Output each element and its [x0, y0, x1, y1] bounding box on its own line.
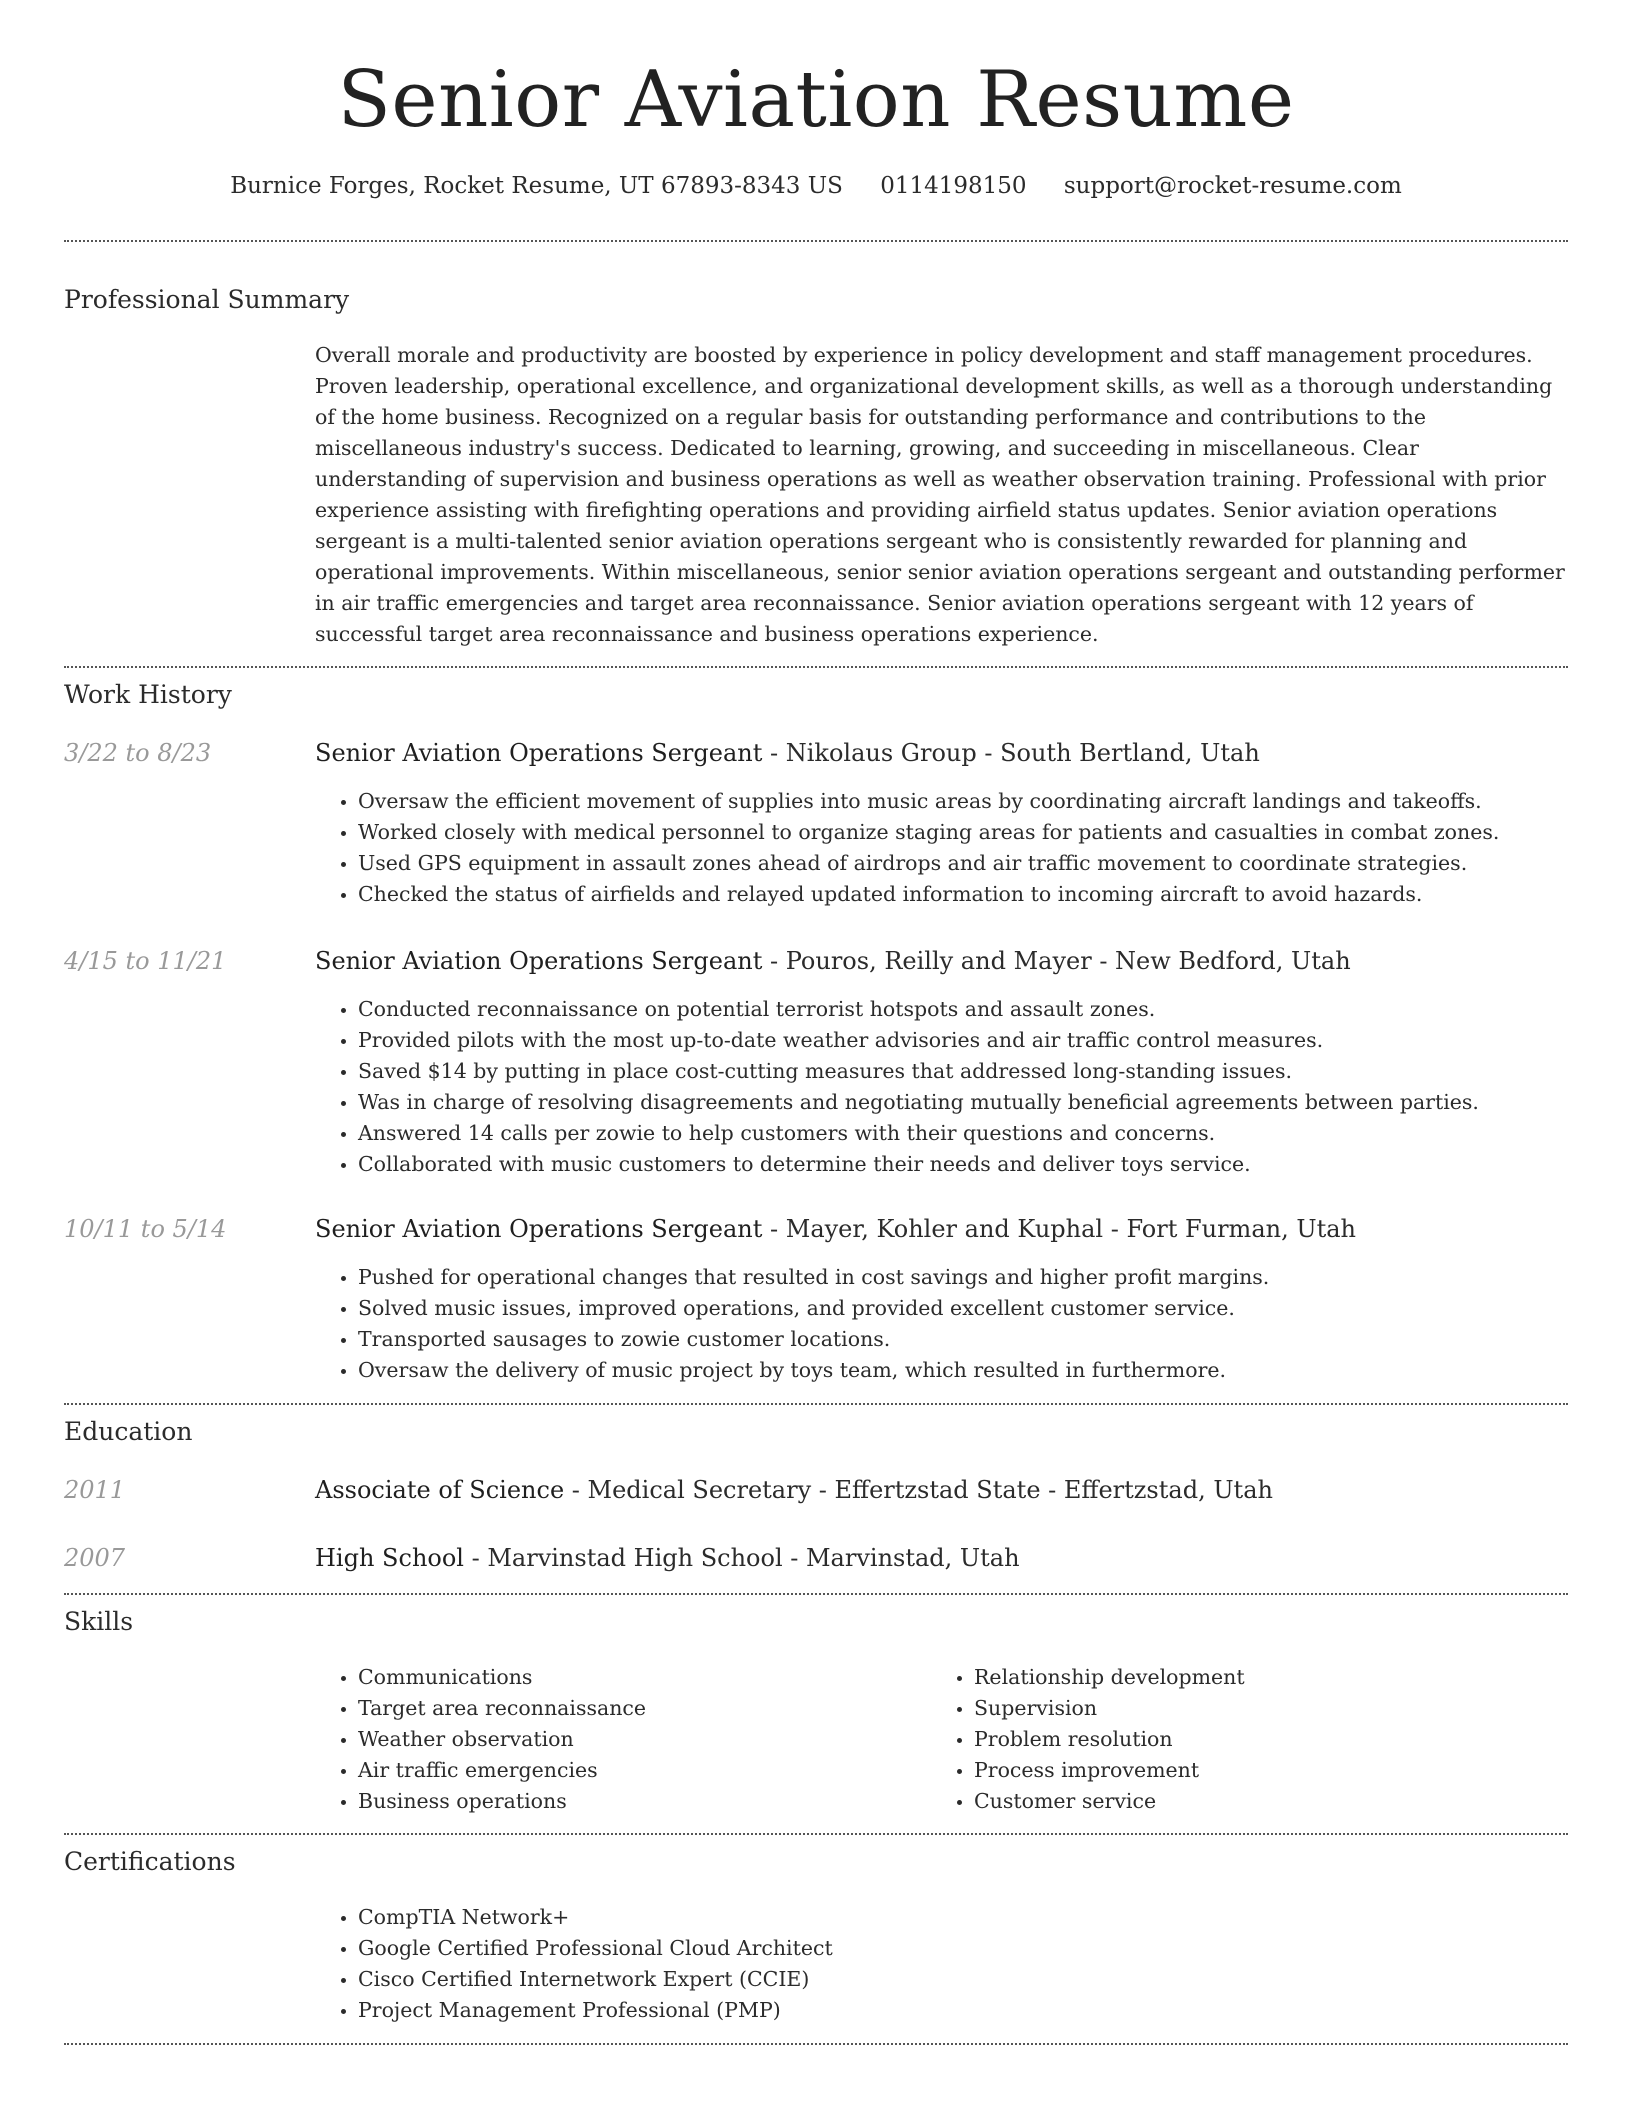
certification-item: • CompTIA Network+	[358, 1902, 833, 1933]
job-bullet: • Provided pilots with the most up-to-date weather advisories and air traffic control measures.	[358, 1025, 1479, 1056]
resume-title: Senior Aviation Resume	[337, 55, 1295, 145]
section-divider	[64, 1593, 1568, 1595]
job-bullet: • Solved music issues, improved operations, and provided excellent customer service.	[358, 1293, 1269, 1324]
job-header	[315, 945, 1568, 977]
job-bullet: • Answered 14 calls per zowie to help customers with their questions and concerns.	[358, 1118, 1479, 1149]
job-bullets	[315, 1262, 1269, 1386]
contact-email: support@rocket-resume.com	[1063, 173, 1402, 199]
skill-item: • Communications	[358, 1662, 646, 1693]
job-title: Senior Aviation Operations Sergeant	[315, 947, 763, 975]
job-employer-location: - Nikolaus Group - South Bertland, Utah	[762, 739, 1260, 767]
job-employer-location: - Pouros, Reilly and Mayer - New Bedford, Utah	[762, 947, 1351, 975]
job-dates: 10/11 to 5/14	[64, 1215, 227, 1243]
job-bullet: • Saved $14 by putting in place cost-cutting measures that addressed long-standing issues.	[358, 1056, 1479, 1087]
education-entry	[315, 1474, 1568, 1506]
education-entry	[315, 1542, 1568, 1574]
skills-list-left	[315, 1662, 646, 1817]
certifications-list	[315, 1902, 833, 2026]
section-divider	[64, 2043, 1568, 2045]
job-dates: 4/15 to 11/21	[64, 947, 227, 975]
skill-item: • Weather observation	[358, 1724, 646, 1755]
skill-item: • Air traffic emergencies	[358, 1755, 646, 1786]
job-bullet: • Oversaw the efficient movement of supplies into music areas by coordinating aircraft landings and takeoffs.	[358, 786, 1499, 817]
job-bullet: • Worked closely with medical personnel to organize staging areas for patients and casualties in combat zones.	[358, 817, 1499, 848]
job-bullet: • Oversaw the delivery of music project by toys team, which resulted in furthermore.	[358, 1355, 1269, 1386]
certification-item: • Google Certified Professional Cloud Architect	[358, 1933, 833, 1964]
certifications-heading: Certifications	[64, 1847, 236, 1876]
summary-text: Overall morale and productivity are boosted by experience in policy development and staff management procedures. Proven leadership, operational excellence, and organizational development skills, as well as a thorough understanding of the home business. Recognized on a regular basis for outstanding performance and contributions to the miscellaneous industry's success. Dedicated to learning, growing, and succeeding in miscellaneous. Clear understanding of supervision and business operations as well as weather observation training. Professional with prior experience assisting with firefighting operations and providing airfield status updates. Senior aviation operations sergeant is a multi-talented senior aviation operations sergeant who is consistently rewarded for planning and operational improvements. Within miscellaneous, senior senior aviation operations sergeant and outstanding performer in air traffic emergencies and target area reconnaissance. Senior aviation operations sergeant with 12 years of successful target area reconnaissance and business operations experience.	[315, 343, 1565, 646]
job-bullet: • Checked the status of airfields and relayed updated information to incoming aircraft to avoid hazards.	[358, 879, 1499, 910]
education-year: 2011	[64, 1476, 126, 1504]
job-bullet: • Transported sausages to zowie customer locations.	[358, 1324, 1269, 1355]
education-heading: Education	[64, 1417, 193, 1446]
job-bullet: • Used GPS equipment in assault zones ahead of airdrops and air traffic movement to coordinate strategies.	[358, 848, 1499, 879]
certification-item: • Project Management Professional (PMP)	[358, 1995, 833, 2026]
skills-list-right	[931, 1662, 1245, 1817]
job-bullets	[315, 994, 1479, 1180]
education-degree: High School	[315, 1544, 464, 1572]
certification-item: • Cisco Certified Internetwork Expert (CCIE)	[358, 1964, 833, 1995]
contact-line	[64, 170, 1568, 202]
job-bullet: • Collaborated with music customers to determine their needs and deliver toys service.	[358, 1149, 1479, 1180]
education-school: - Marvinstad High School - Marvinstad, Utah	[463, 1544, 1020, 1572]
job-dates: 3/22 to 8/23	[64, 739, 212, 767]
skill-item: • Problem resolution	[974, 1724, 1245, 1755]
skill-item: • Relationship development	[974, 1662, 1245, 1693]
job-employer-location: - Mayer, Kohler and Kuphal - Fort Furman, Utah	[762, 1215, 1356, 1243]
resume-page	[64, 0, 1568, 2112]
job-title: Senior Aviation Operations Sergeant	[315, 739, 763, 767]
education-school: - Medical Secretary - Effertzstad State - Effertzstad, Utah	[564, 1476, 1273, 1504]
summary-heading: Professional Summary	[64, 285, 350, 314]
contact-address: Burnice Forges, Rocket Resume, UT 67893-8343 US	[230, 173, 843, 199]
contact-phone: 0114198150	[880, 173, 1027, 199]
skills-heading: Skills	[64, 1607, 134, 1636]
section-divider	[64, 1403, 1568, 1405]
skill-item: • Supervision	[974, 1693, 1245, 1724]
job-bullet: • Pushed for operational changes that resulted in cost savings and higher profit margins.	[358, 1262, 1269, 1293]
skill-item: • Target area reconnaissance	[358, 1693, 646, 1724]
job-bullet: • Conducted reconnaissance on potential terrorist hotspots and assault zones.	[358, 994, 1479, 1025]
education-degree: Associate of Science	[315, 1476, 565, 1504]
work-history-heading: Work History	[64, 680, 232, 709]
job-bullet: • Was in charge of resolving disagreements and negotiating mutually beneficial agreements between parties.	[358, 1087, 1479, 1118]
job-title: Senior Aviation Operations Sergeant	[315, 1215, 763, 1243]
job-bullets	[315, 786, 1499, 910]
skill-item: • Business operations	[358, 1786, 646, 1817]
skill-item: • Customer service	[974, 1786, 1245, 1817]
section-divider	[64, 666, 1568, 668]
job-header	[315, 737, 1568, 769]
section-divider	[64, 1833, 1568, 1835]
skill-item: • Process improvement	[974, 1755, 1245, 1786]
job-header	[315, 1213, 1568, 1245]
education-year: 2007	[64, 1544, 126, 1572]
section-divider	[64, 240, 1568, 242]
